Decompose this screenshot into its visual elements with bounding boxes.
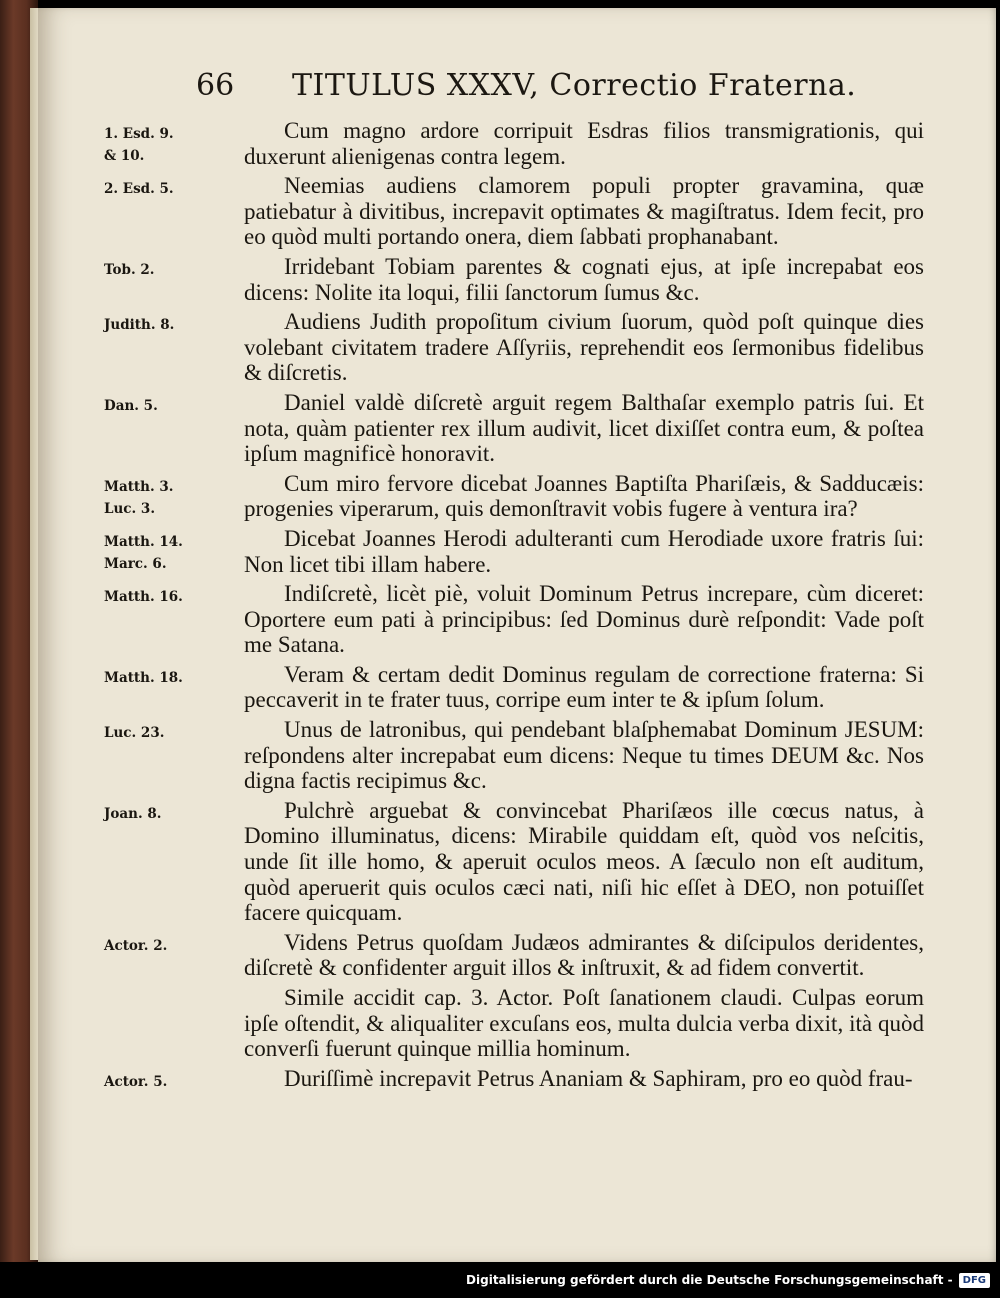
entry-actor-2 [100, 930, 940, 981]
entry-matth-14 [100, 526, 940, 577]
entry-text: Unus de latronibus, qui pendebant blaſphemabat Dominum JESUM: reſpondens alter increpabat eum dicens: Neque tu times DEUM &c. Nos digna factis recipimus &c. [244, 717, 924, 794]
entry-esd-9 [100, 118, 940, 169]
margin-reference: Dan. 5. [104, 397, 158, 414]
margin-reference: Matth. 14. Marc. 6. [104, 533, 183, 572]
margin-reference: Luc. 23. [104, 725, 165, 742]
margin-reference: 1. Esd. 9. & 10. [104, 126, 174, 164]
dfg-logo: DFG [959, 1273, 990, 1288]
margin-reference: Matth. 16. [104, 589, 183, 606]
entry-tob-2 [100, 254, 940, 305]
entry-matth-18 [100, 662, 940, 713]
margin-reference: Judith. 8. [104, 317, 175, 334]
entry-text: Neemias audiens clamorem populi propter gravamina, quæ patiebatur à divitibus, increpavit optimates & magiſtratus. Idem fecit, pro eo quòd multi portando onera, diem ſabbati prophanabant. [244, 173, 924, 250]
entry-text: Cum miro fervore dicebat Joannes Baptiſta Phariſæis, & Sadducæis: progenies viperarum, quis demonſtravit vobis fugere à ventura ira? [244, 470, 924, 522]
page-title: TITULUS XXXV, Correctio Fraterna. [292, 68, 857, 103]
entry-text: Indiſcretè, licèt piè, voluit Dominum Petrus increpare, cùm diceret: Oportere eum pati à principibus: ſed Dominus durè reſpondit: Vade poſt me Satana. [244, 581, 924, 658]
entry-text: Daniel valdè diſcretè arguit regem Balthaſar exemplo patris ſui. Et nota, quàm patienter rex illum audivit, licet dixiſſet contra eum, & poſtea ipſum magnificè honoravit. [244, 389, 924, 467]
entry-esd-5 [100, 173, 940, 250]
entry-text: Simile accidit cap. 3. Actor. Poſt ſanationem claudi. Culpas eorum ipſe oſtendit, & aliqualiter excuſans eos, multa dulcia verba dixit, ità quòd converſi fuerunt quinque millia hominum. [244, 985, 924, 1062]
margin-reference: 2. Esd. 5. [104, 181, 174, 198]
entry-text: Audiens Judith propoſitum civium ſuorum, quòd poſt quinque dies volebant civitatem tradere Aſſyriis, reprehendit eos ſermonibus fidelibus & diſcretis. [244, 309, 924, 386]
entry-matth-3 [100, 471, 940, 522]
entry-joan-8 [100, 798, 940, 926]
entry-text: Irridebant Tobiam parentes & cognati ejus, at ipſe increpabat eos dicens: Nolite ita loqui, filii ſanctorum ſumus &c. [244, 253, 924, 305]
entry-actor-5 [100, 1066, 940, 1092]
entry-judith-8 [100, 309, 940, 386]
entry-text: Dicebat Joannes Herodi adulteranti cum Herodiade uxore fratris ſui: Non licet tibi illam habere. [244, 525, 924, 577]
main-text [100, 118, 940, 1095]
entry-matth-16 [100, 581, 940, 658]
margin-reference: Actor. 2. [104, 937, 168, 954]
entry-text: Cum magno ardore corripuit Esdras filios transmigrationis, qui duxerunt alienigenas contra legem. [244, 118, 924, 169]
entry-dan-5 [100, 390, 940, 467]
entry-text: Veram & certam dedit Dominus regulam de correctione fraterna: Si peccaverit in te frater tuus, corripe eum inter te & ipſum ſolum. [244, 661, 924, 713]
entry-luc-23 [100, 717, 940, 794]
margin-reference: Joan. 8. [104, 805, 162, 822]
running-header [196, 68, 916, 112]
page-number: 66 [196, 68, 235, 103]
margin-reference: Actor. 5. [104, 1073, 168, 1090]
digitization-credit [466, 1268, 990, 1292]
credit-text: Digitalisierung gefördert durch die Deutsche Forschungsgemeinschaft - [466, 1273, 953, 1287]
margin-reference: Matth. 18. [104, 669, 183, 686]
entry-text: Videns Petrus quoſdam Judæos admirantes & diſcipulos deridentes, diſcretè & confidenter arguit illos & inſtruxit, & ad fidem convertit. [244, 929, 924, 981]
entry-text: Pulchrè arguebat & convincebat Phariſæos ille cœcus natus, à Domino illuminatus, dicens: Mirabile quiddam eſt, quòd vos neſcitis, unde ſit ille homo, & aperuit oculos meos. A ſæculo non eſt auditum, quòd aperuerit quis oculos cæci nati, niſi hic eſſet à DEO, non potuiſſet facere quicquam. [244, 797, 924, 926]
margin-reference: Tob. 2. [104, 261, 155, 278]
entry-text: Duriſſimè increpavit Petrus Ananiam & Saphiram, pro eo quòd frau- [284, 1065, 913, 1091]
entry-actor-3 [100, 985, 940, 1062]
margin-reference: Matth. 3. Luc. 3. [104, 478, 174, 517]
